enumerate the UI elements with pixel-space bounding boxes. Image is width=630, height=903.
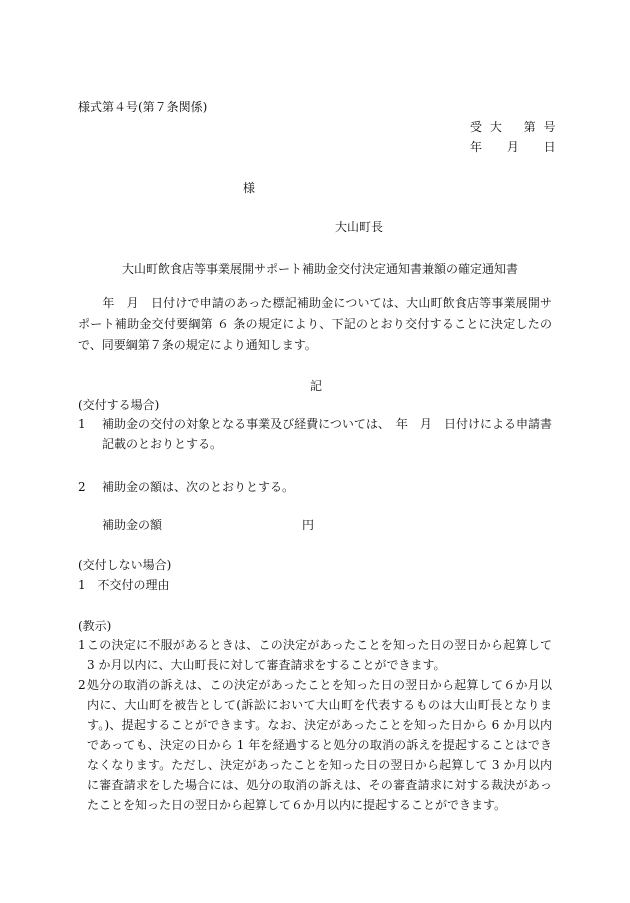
form-label: 様式第４号(第７条関係): [78, 100, 208, 114]
item-number: 1: [78, 578, 86, 592]
item-text: 補助金の額は、次のとおりとする。: [102, 480, 295, 494]
no-grant-heading: (交付しない場合): [78, 558, 172, 572]
instruction-item-1: [78, 635, 552, 675]
no-grant-item: [78, 578, 169, 592]
intro-paragraph: 年 月 日付けで申請のあった標記補助金については、大山町飲食店等事業展開サポート補助金交付要綱第 ６ 条の規定により、下記のとおり交付することに決定したので、同要綱第７条の規定により通知します。: [78, 296, 552, 352]
sender-name: 大山町長: [335, 220, 384, 234]
ki-heading: 記: [310, 379, 323, 393]
item-number: 2: [78, 480, 86, 494]
instruction-heading: (教示): [78, 619, 112, 633]
document-date: 年 月 日: [470, 140, 559, 154]
grant-item-1: [78, 414, 552, 454]
item-number: 1: [78, 638, 86, 652]
item-text: 補助金の交付の対象となる事業及び経費については、 年 月 日付けによる申請書記載のとおりとする。: [102, 417, 552, 451]
item-text: 処分の取消の訴えは、この決定があったことを知った日の翌日から起算して６か月以内に、大山町を被告として(訴訟において大山町を代表するものは大山町長となります。)、提起することができます。なお、決定があったことを知った日から 6 か月以内であっても、決定の日から 1 年を経過すると処分の取消の訴えを提起することはできなくなります。ただし、決定があったことを知った日の翌日から起算して 3 か月以内に審査請求をした場合には、処分の取消の訴えは、その審査請求に対する裁決があったことを知った日の翌日から起算して６か月以内に提起することができます。: [87, 678, 552, 812]
amount-label: 補助金の額: [102, 518, 163, 532]
grant-item-2: [78, 477, 552, 497]
item-number: 1: [78, 417, 86, 431]
document-title: 大山町飲食店等事業展開サポート補助金交付決定通知書兼額の確定通知書: [122, 262, 519, 276]
document-number: 受 大 第 号: [470, 120, 558, 134]
item-text: 不交付の理由: [97, 578, 170, 592]
item-text: この決定に不服があるときは、この決定があったことを知った日の翌日から起算して 3 か月以内に、大山町長に対して審査請求をすることができます。: [87, 638, 552, 672]
amount-unit: 円: [302, 518, 315, 532]
recipient-suffix: 様: [243, 181, 256, 195]
grant-case-heading: (交付する場合): [78, 398, 160, 412]
item-number: 2: [78, 678, 86, 692]
instruction-item-2: [78, 675, 552, 815]
